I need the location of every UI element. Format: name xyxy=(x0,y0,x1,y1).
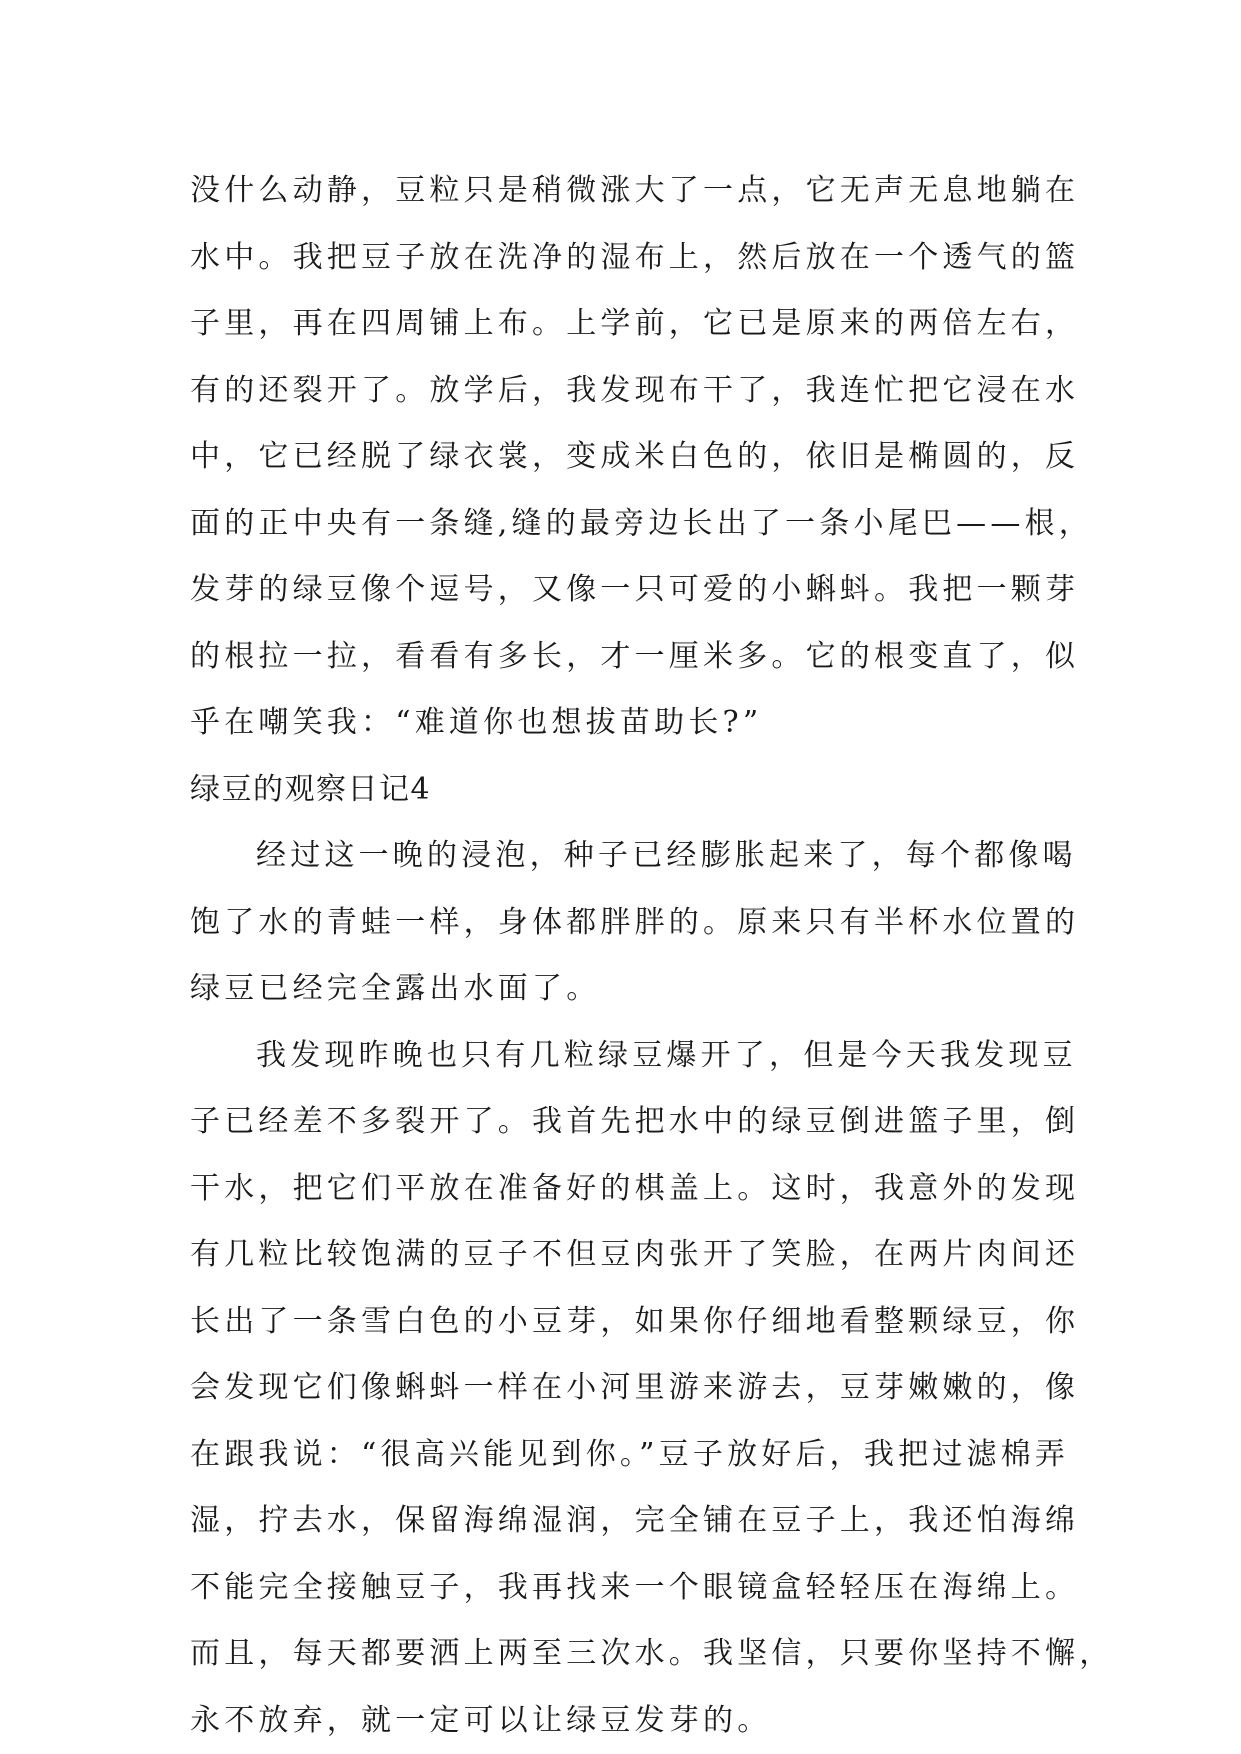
text-line: 乎在嘲笑我：“难道你也想拔苗助长?” xyxy=(190,705,763,740)
text-line: 发芽的绿豆像个逗号，又像一只可爱的小蝌蚪。我把一颗芽 xyxy=(190,572,1080,607)
document-body xyxy=(190,158,1114,1754)
text-line: 永不放弃，就一定可以让绿豆发芽的。 xyxy=(190,1702,772,1738)
text-line: 在跟我说：“很高兴能见到你。”豆子放好后，我把过滤棉弄 xyxy=(190,1436,1070,1472)
text-line: 而且，每天都要洒上两至三次水。我坚信，只要你坚持不懈， xyxy=(190,1636,1114,1671)
text-line: 面的正中央有一条缝,缝的最旁边长出了一条小尾巴——根， xyxy=(190,505,1093,541)
text-line: 我发现昨晚也只有几粒绿豆爆开了，但是今天我发现豆 xyxy=(256,1037,1077,1073)
text-line: 长出了一条雪白色的小豆芽，如果你仔细地看整颗绿豆，你 xyxy=(190,1303,1080,1339)
paragraph-1 xyxy=(190,823,1080,1023)
text-line: 有的还裂开了。放学后，我发现布干了，我连忙把它浸在水 xyxy=(190,372,1080,408)
continued-paragraph xyxy=(190,158,1093,757)
paragraph-2 xyxy=(190,1023,1114,1754)
section-title: 绿豆的观察日记4 xyxy=(190,771,432,807)
text-line: 的根拉一拉，看看有多长，才一厘米多。它的根变直了，似 xyxy=(190,638,1080,674)
text-line: 中，它已经脱了绿衣裳，变成米白色的，依旧是椭圆的，反 xyxy=(190,439,1080,474)
text-line: 饱了水的青蛙一样，身体都胖胖的。原来只有半杯水位置的 xyxy=(190,904,1080,940)
text-line: 会发现它们像蝌蚪一样在小河里游来游去，豆芽嫩嫩的，像 xyxy=(190,1370,1080,1405)
text-line: 子里，再在四周铺上布。上学前，它已是原来的两倍左右， xyxy=(190,306,1080,341)
text-line: 绿豆已经完全露出水面了。 xyxy=(190,971,601,1006)
text-line: 水中。我把豆子放在洗净的湿布上，然后放在一个透气的篮 xyxy=(190,239,1080,275)
text-line: 没什么动静，豆粒只是稍微涨大了一点，它无声无息地躺在 xyxy=(190,173,1080,208)
text-line: 子已经差不多裂开了。我首先把水中的绿豆倒进篮子里，倒 xyxy=(190,1104,1080,1139)
text-line: 湿，拧去水，保留海绵湿润，完全铺在豆子上，我还怕海绵 xyxy=(190,1503,1080,1538)
text-line: 经过这一晚的浸泡，种子已经膨胀起来了，每个都像喝 xyxy=(256,838,1077,873)
text-line: 有几粒比较饱满的豆子不但豆肉张开了笑脸，在两片肉间还 xyxy=(190,1237,1080,1272)
text-line: 干水，把它们平放在准备好的棋盖上。这时，我意外的发现 xyxy=(190,1170,1080,1206)
text-line: 不能完全接触豆子，我再找来一个眼镜盒轻轻压在海绵上。 xyxy=(190,1569,1080,1605)
